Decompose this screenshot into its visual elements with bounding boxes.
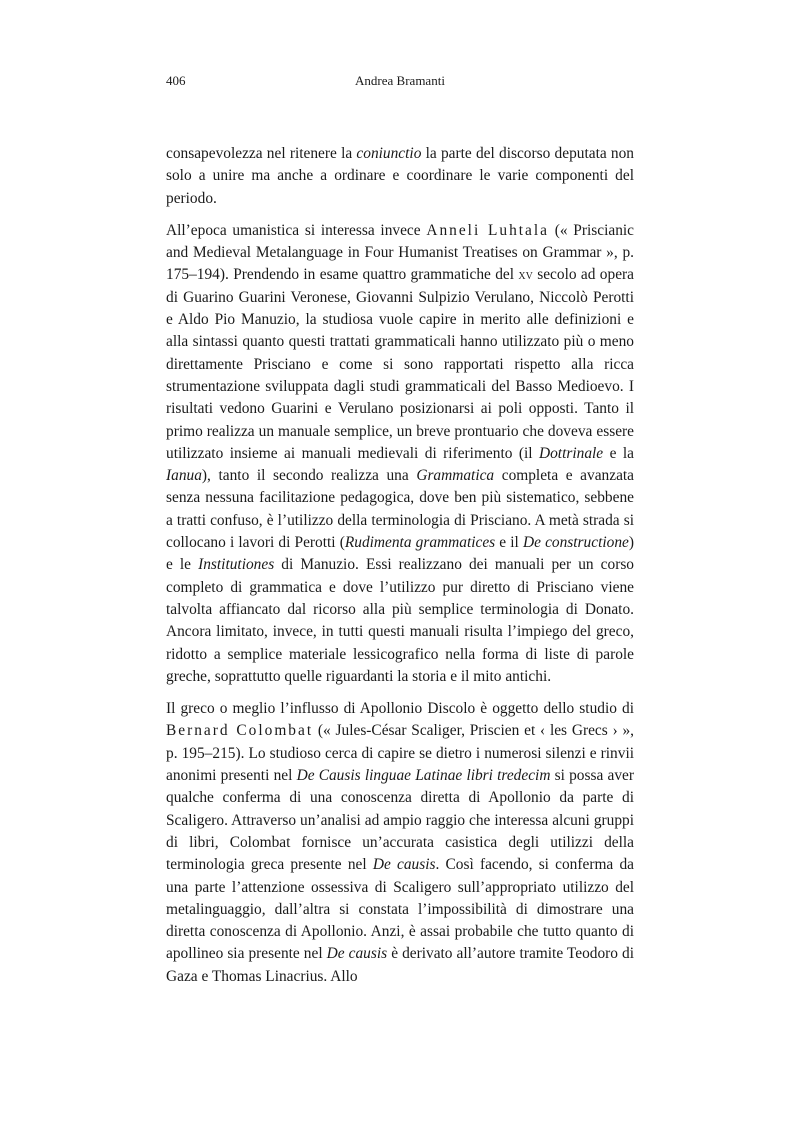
italic-title: De causis (326, 945, 388, 963)
paragraph (166, 143, 634, 210)
text-run: secolo ad opera di Guarino Guarini Veronese, Giovanni Sulpizio Verulano, Niccolò Perotti e Aldo Pio Manuzio, la studiosa vuole capire in merito alle definizioni e alla sintassi quanto questi trattati grammaticali hanno utilizzato più o meno direttamente Prisciano e come si sono rapportati rispetto alla ricca strumentazione sviluppata dagli studi grammaticali del Basso Medioevo. I risultati vedono Guarini e Verulano posizionarsi ai poli opposti. Tanto il primo realizza un manuale semplice, un breve prontuario che doveva essere utilizzato insieme ai manuali medievali di riferimento (il (166, 266, 634, 462)
author-name: Anneli Luhtala (426, 221, 549, 239)
text-run: Il greco o meglio l’influsso di Apollonio Discolo è oggetto dello studio di (166, 700, 634, 718)
text-run: . Così facendo, si conferma da una parte l’attenzione ossessiva di Scaligero sull’appropriato utilizzo del metalinguaggio, dall’altra si constata l’impossibilità di dimostrare una diretta conoscenza di Apollonio. Anzi, è assai probabile che tutto quanto di apollineo sia presente nel (166, 856, 634, 963)
paragraph (166, 698, 634, 988)
text-run: All’epoca umanistica si interessa invece (166, 221, 427, 239)
italic-title: Dottrinale (539, 444, 604, 462)
italic-title: Ianua (166, 467, 202, 485)
italic-title: De Causis linguae Latinae libri tredecim (296, 767, 551, 785)
italic-title: Institutiones (198, 556, 275, 574)
text-run: completa e avanzata senza nessuna facilitazione pedagogica, dove ben più sistematico, sebbene a tratti confuso, è l’utilizzo della terminologia di Prisciano. A metà strada si collocano i lavori di Perotti ( (166, 467, 635, 552)
italic-title: Grammatica (416, 467, 495, 485)
text-run: è derivato all’autore tramite Teodoro di Gaza e Thomas Linacrius. Allo (166, 945, 634, 985)
page-number: 406 (166, 73, 186, 88)
italic-title: De causis (372, 856, 436, 874)
text-run: ), tanto il secondo realizza una (201, 467, 417, 485)
text-run: di Manuzio. Essi realizzano dei manuali per un corso completo di grammatica e dove l’utilizzo pur diretto di Prisciano viene talvolta affiancato dal ricorso alla più semplice terminologia di Donato. Ancora limitato, invece, in tutti questi manuali risulta l’impiego del greco, ridotto a semplice materiale lessicografico nella forma di liste di parole greche, soprattutto quelle riguardanti la storia e il mito antichi. (166, 556, 635, 685)
author-name: Bernard Colombat (166, 722, 314, 740)
running-title: Andrea Bramanti (355, 73, 445, 88)
text-run: (« Priscianic and Medieval Metalanguage in Four Humanist Treatises on Grammar », p. 175–194). Prendendo in esame quattro grammatiche del (166, 221, 634, 284)
text-run: e il (495, 534, 523, 552)
italic-title: coniunctio (356, 145, 422, 162)
text-run: consapevolezza nel ritenere la (166, 145, 357, 162)
body-text (166, 143, 634, 998)
text-run: si possa aver qualche conferma di una conoscenza diretta di Apollonio da parte di Scaligero. Attraverso un’analisi ad ampio raggio che interessa alcuni gruppi di libri, Colombat fornisce un’accurata casistica degli utilizzi della terminologia greca presente nel (166, 767, 634, 874)
text-run: (« Jules-César Scaliger, Priscien et ‹ les Grecs › », p. 195–215). Lo studioso cerca di capire se dietro i numerosi silenzi e rinvii anonimi presenti nel (166, 722, 635, 785)
text-run: e la (603, 444, 634, 462)
italic-title: De constructione (522, 534, 629, 552)
text-run: la parte del discorso deputata non solo a unire ma anche a ordinare e coordinare le varie componenti del periodo. (166, 145, 634, 207)
century-numeral: xv (518, 267, 533, 284)
paragraph (166, 220, 634, 688)
running-header (166, 73, 634, 93)
text-run: ) e le (166, 534, 634, 574)
italic-title: Rudimenta grammatices (344, 534, 496, 552)
